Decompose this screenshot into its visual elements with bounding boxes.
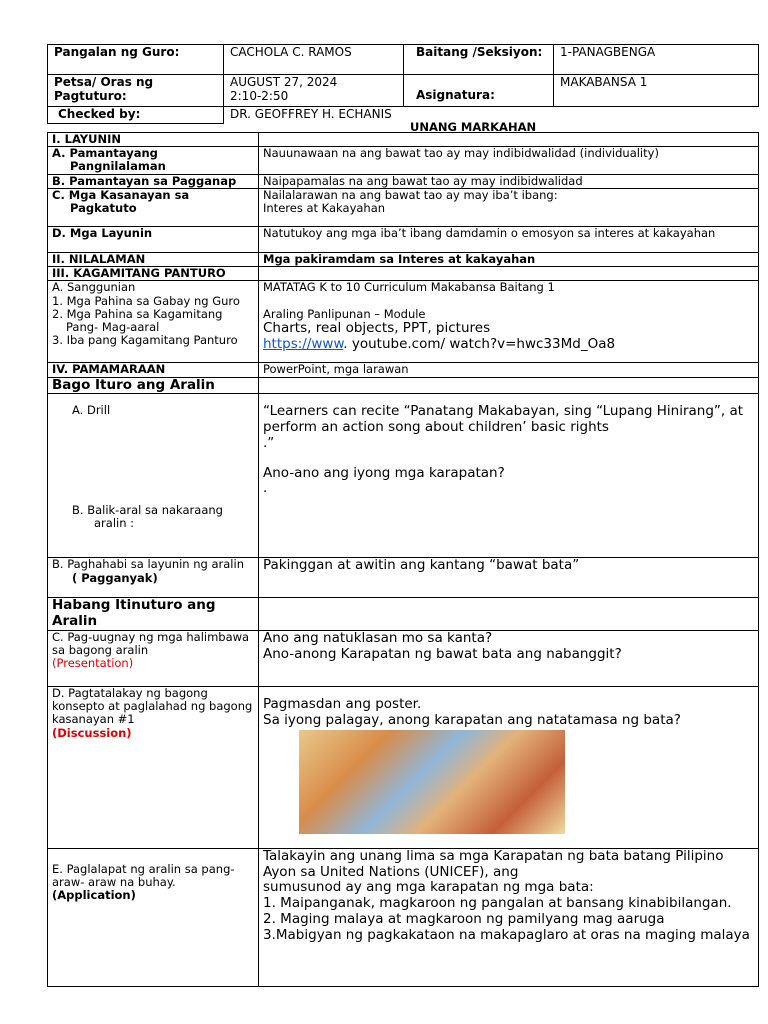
application-text-2: Ayon sa United Nations (UNICEF), ang [263,863,519,880]
balik-text: Ano-ano ang iyong mga karapatan? [263,464,505,481]
grade-value: 1-PANAGBENGA [554,45,759,75]
ref-2b: Pang- Mag-aaral [66,319,160,334]
time-line: 2:10-2:50 [230,88,289,103]
application-text-5: 2. Maging malaya at magkaroon ng pamilyang mag aaruga [263,911,665,927]
habang-label: Habang Itinuturo ang Aralin [48,598,259,631]
pagganap-label: B. Pamantayan sa Pagganap [48,174,259,188]
balik-label [52,418,254,530]
kasanayan-label-1: C. Mga Kasanayan sa [52,187,190,202]
kagamitan-label: III. KAGAMITANG PANTURO [48,267,259,281]
application-text-4: 1. Maipanganak, magkaroon ng pangalan at bansang kinabibilangan. [263,895,732,912]
pamantayang-label [48,147,259,174]
youtube-link[interactable]: https://www [263,335,344,352]
youtube-link-rest: . youtube.com/ watch?v=hwc33Md_Oa8 [343,335,616,352]
lesson-plan-table [47,132,759,987]
quarter-title: UNANG MARKAHAN [410,120,537,134]
discussion-text-2: Sa iyong palagay, anong karapatan ang natatamasa ng bata? [263,711,681,728]
balik-label-2: aralin : [94,515,135,530]
presentation-label-text: C. Pag-uugnay ng mga halimbawa sa bagong aralin [52,629,250,658]
paghahabi-value: Pakinggan at awitin ang kantang “bawat bata” [259,558,759,598]
ref-2a: 2. Mga Pahina sa Kagamitang [52,306,223,321]
kasanayan-value-2: Interes at Kakayahan [263,201,386,216]
pagganyak-label: ( Pagganyak) [72,570,158,585]
presentation-label [48,630,259,686]
sanggunian-value [259,281,759,363]
discussion-label [48,686,259,848]
application-label [48,848,259,986]
paghahabi-label [48,558,259,598]
kasanayan-value [259,188,759,226]
ref-value-2: Araling Panlipunan – Module [263,306,426,321]
drill-text-2: .” [263,434,275,451]
application-value [259,848,759,986]
date-line: AUGUST 27, 2024 [230,75,338,89]
presentation-tag: (Presentation) [52,656,134,671]
ref-value-1: MATATAG K to 10 Curriculum Makabansa Baitang 1 [263,280,555,295]
bago-label: Bago Ituro ang Aralin [48,377,259,394]
ref-3: 3. Iba pang Kagamitang Panturo [52,333,238,348]
application-text-6: 3.Mabigyan ng pagkakataon na makapaglaro at oras na maging malaya [263,926,750,943]
balik-label-1: B. Balik-aral sa nakaraang [72,502,223,517]
ref-1: 1. Mga Pahina sa Gabay ng Guro [52,293,240,308]
checked-label: Checked by: [48,107,224,124]
date-value [224,75,404,107]
kasanayan-label [48,188,259,226]
pamantayang-label-2: Pangnilalaman [70,159,166,174]
balik-text-2: . [263,480,268,497]
date-label: Petsa/ Oras ng Pagtuturo: [48,75,224,107]
teacher-value: CACHOLA C. RAMOS [224,45,404,75]
drill-label: A. Drill [72,403,111,418]
application-label-text: E. Paglalapat ng aralin sa pang-araw- araw na buhay. [52,861,235,890]
children-rights-poster-image [299,730,565,834]
nilalaman-label: II. NILALAMAN [48,252,259,266]
pagganap-value: Naipapamalas na ang bawat tao ay may indibidwalidad [259,174,759,188]
drill-text: “Learners can recite “Panatang Makabayan, sing “Lupang Hinirang”, at perform an action song about children’ basic rights [263,403,744,436]
layunin-d-value: Natutukoy ang mga iba’t ibang damdamin o emosyon sa interes at kakayahan [259,226,759,252]
grade-label: Baitang /Seksiyon: [404,45,554,75]
nilalaman-value: Mga pakiramdam sa Interes at kakayahan [259,252,759,266]
discussion-tag: (Discussion) [52,725,132,740]
checked-value: DR. GEOFFREY H. ECHANIS [224,107,759,124]
discussion-label-text: D. Pagtatalakay ng bagong konsepto at paglalahad ng bagong kasanayan #1 [52,685,253,727]
pamamaraan-value: PowerPoint, mga larawan [259,363,759,377]
paghahabi-label-text: B. Paghahabi sa layunin ng aralin [52,557,244,572]
application-text-3: sumusunod ay ang mga karapatan ng mga bata: [263,879,594,896]
application-text-1: Talakayin ang unang lima sa mga Karapatan ng bata batang Pilipino [263,847,724,864]
discussion-value [259,686,759,848]
header-table [47,44,759,124]
drill-balik-value [259,394,759,558]
subject-label: Asignatura: [404,75,554,107]
teacher-label: Pangalan ng Guro: [48,45,224,75]
presentation-q2: Ano-anong Karapatan ng bawat bata ang nabanggit? [263,645,622,662]
presentation-q1: Ano ang natuklasan mo sa kanta? [263,629,493,646]
sanggunian-heading: A. Sanggunian [52,280,136,295]
layunin-heading: I. LAYUNIN [48,133,259,147]
pamamaraan-label: IV. PAMAMARAAN [48,363,259,377]
kasanayan-label-2: Pagkatuto [70,201,137,216]
drill-balik-label [48,394,259,558]
pamantayang-label-1: A. Pamantayang [52,146,158,161]
layunin-d-label: D. Mga Layunin [48,226,259,252]
application-tag: (Application) [52,888,136,903]
presentation-value [259,630,759,686]
sanggunian-label [48,281,259,363]
pamantayang-value: Nauunawaan na ang bawat tao ay may indibidwalidad (individuality) [259,147,759,174]
discussion-text-1: Pagmasdan ang poster. [263,695,422,712]
ref-value-3: Charts, real objects, PPT, pictures [263,319,491,336]
subject-value: MAKABANSA 1 [554,75,759,107]
kasanayan-value-1: Nailalarawan na ang bawat tao ay may iba’t ibang: [263,187,558,202]
